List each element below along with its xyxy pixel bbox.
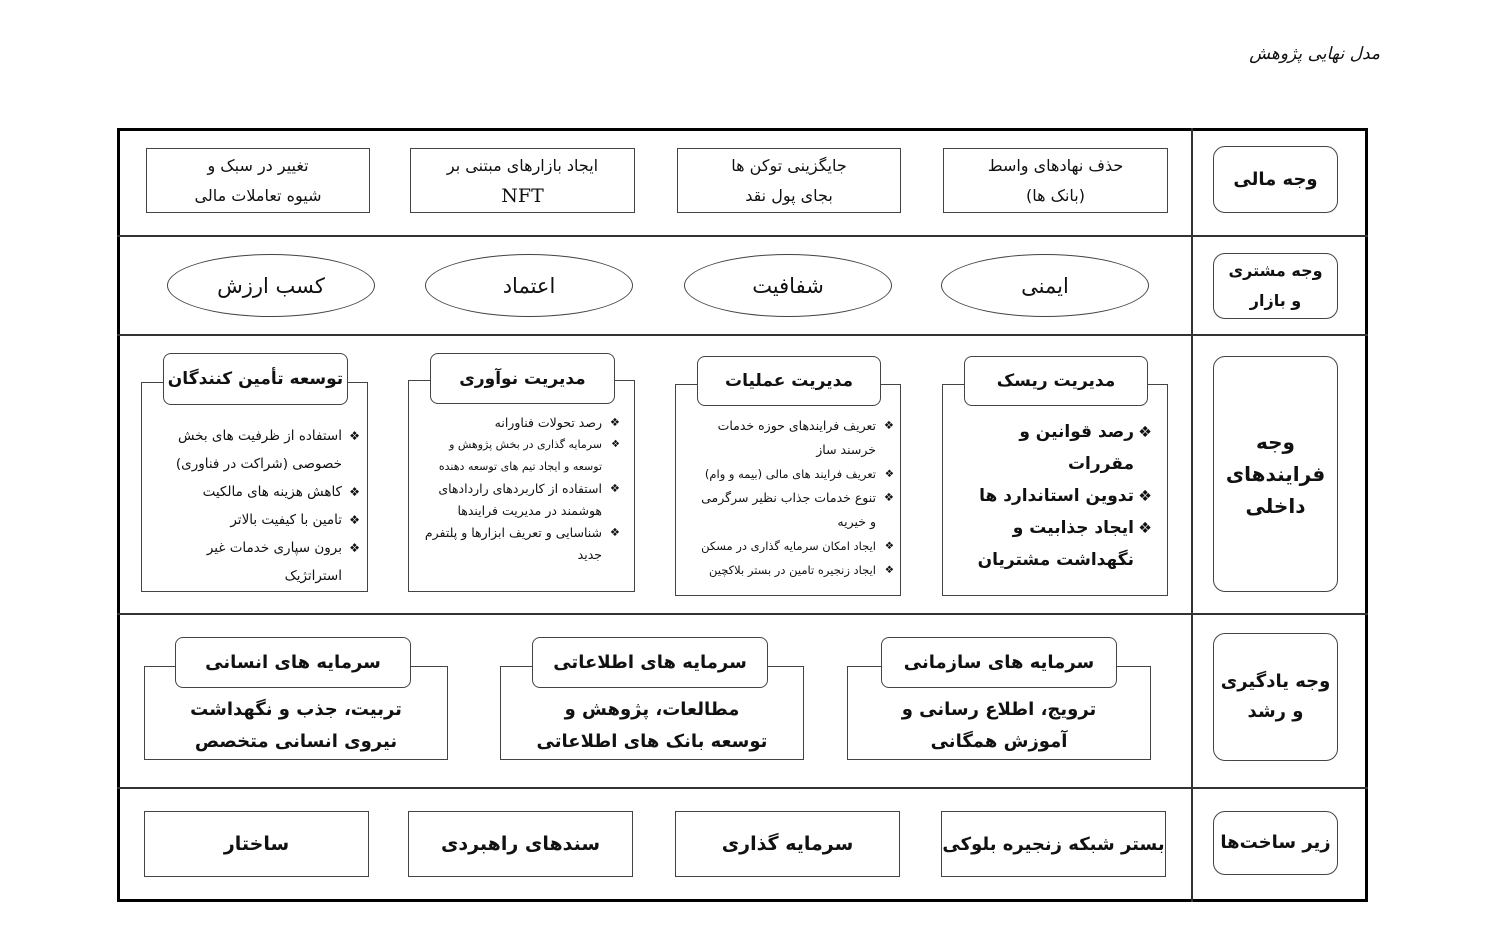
infrastructure-row-label: زیر ساخت‌ها	[1213, 811, 1338, 875]
list-item-continued: جدید	[577, 547, 602, 562]
list-item-continued: و خیریه	[837, 514, 876, 529]
operations-management-list	[684, 414, 894, 582]
internal-row-label: وجه فرایندهای داخلی	[1213, 356, 1338, 592]
list-item: ❖ رصد تحولات فناورانه	[420, 412, 620, 434]
financial-box-tokens: جایگزینی توکن ها بجای پول نقد	[677, 148, 901, 213]
list-item-continued: توسعه و ایجاد تیم های توسعه دهنده	[438, 460, 602, 473]
list-item-continued: خرسند ساز	[816, 442, 876, 457]
list-item: ❖ استفاده از کاربردهای راردادهای	[420, 478, 620, 500]
list-item: ❖ تعریف فرایندهای حوزه خدمات	[684, 414, 894, 438]
financial-box-interaction-style: تغییر در سبک و شیوه تعاملات مالی	[146, 148, 370, 213]
list-item: ❖ رصد قوانین و مقررات	[955, 416, 1152, 480]
information-capital-title: سرمایه های اطلاعاتی	[532, 637, 768, 688]
learning-row-label: وجه یادگیری و رشد	[1213, 633, 1338, 761]
infra-box-investment: سرمایه گذاری	[675, 811, 900, 877]
infra-box-blockchain: بستر شبکه زنجیره بلوکی	[941, 811, 1166, 877]
list-item: ❖ استفاده از ظرفیت های بخش	[160, 422, 360, 450]
row-divider-1	[117, 235, 1368, 237]
list-item: ❖ تعریف فرایند های مالی (بیمه و وام)	[684, 462, 894, 486]
list-item: ❖ شناسایی و تعریف ابزارها و پلتفرم	[420, 522, 620, 544]
risk-management-title: مدیریت ریسک	[964, 356, 1148, 406]
ellipse-trust: اعتماد	[425, 254, 633, 317]
list-item-continued: هوشمند در مدیریت فرایندها	[457, 503, 602, 518]
organizational-capital-text: ترویج، اطلاع رسانی و آموزش همگانی	[901, 699, 1097, 752]
list-item-continued: نگهداشت مشتریان	[977, 550, 1134, 570]
infra-box-strategic-documents: سندهای راهبردی	[408, 811, 633, 877]
human-capital-title: سرمایه های انسانی	[175, 637, 411, 688]
human-capital-text: تربیت، جذب و نگهداشت نیروی انسانی متخصص	[190, 699, 402, 752]
caption: مدل نهایی پژوهش	[1249, 44, 1380, 64]
list-item: ❖ ایجاد جذابیت و	[955, 512, 1152, 544]
row-divider-2	[117, 334, 1368, 336]
innovation-management-title: مدیریت نوآوری	[430, 353, 615, 404]
list-item: ❖ برون سپاری خدمات غیر	[160, 534, 360, 562]
ellipse-transparency: شفافیت	[684, 254, 892, 317]
list-item: ❖ تنوع خدمات جذاب نظیر سرگرمی	[684, 486, 894, 510]
infra-box-structure: ساختار	[144, 811, 369, 877]
ellipse-value-creation: کسب ارزش	[167, 254, 375, 317]
list-item: ❖ کاهش هزینه های مالکیت	[160, 478, 360, 506]
list-item: ❖ تدوین استاندارد ها	[955, 480, 1152, 512]
label-column-divider	[1191, 128, 1193, 902]
customer-row-label: وجه مشتری و بازار	[1213, 253, 1338, 319]
organizational-capital-title: سرمایه های سازمانی	[881, 637, 1117, 688]
financial-box-nft: ایجاد بازارهای مبتنی بر NFT	[410, 148, 635, 213]
list-item-continued: استراتژیک	[284, 568, 342, 584]
risk-management-list	[955, 416, 1152, 576]
supplier-development-list	[160, 422, 360, 590]
supplier-development-title: توسعه تأمین کنندگان	[163, 353, 348, 405]
list-item: ❖ سرمایه گذاری در بخش پژوهش و	[420, 434, 620, 456]
financial-box-intermediaries: حذف نهادهای واسط (بانک ها)	[943, 148, 1168, 213]
ellipse-safety: ایمنی	[941, 254, 1149, 317]
innovation-management-list	[420, 412, 620, 566]
financial-row-label: وجه مالی	[1213, 146, 1338, 213]
information-capital-text: مطالعات، پژوهش و توسعه بانک های اطلاعاتی	[536, 699, 768, 752]
list-item: ❖ تامین با کیفیت بالاتر	[160, 506, 360, 534]
operations-management-title: مدیریت عملیات	[697, 356, 881, 406]
list-item: ❖ ایجاد امکان سرمایه گذاری در مسکن	[684, 534, 894, 558]
list-item: ❖ ایجاد زنجیره تامین در بستر بلاکچین	[684, 558, 894, 582]
row-divider-4	[117, 787, 1368, 789]
list-item-continued: خصوصی (شراکت در فناوری)	[175, 456, 342, 472]
row-divider-3	[117, 613, 1368, 615]
